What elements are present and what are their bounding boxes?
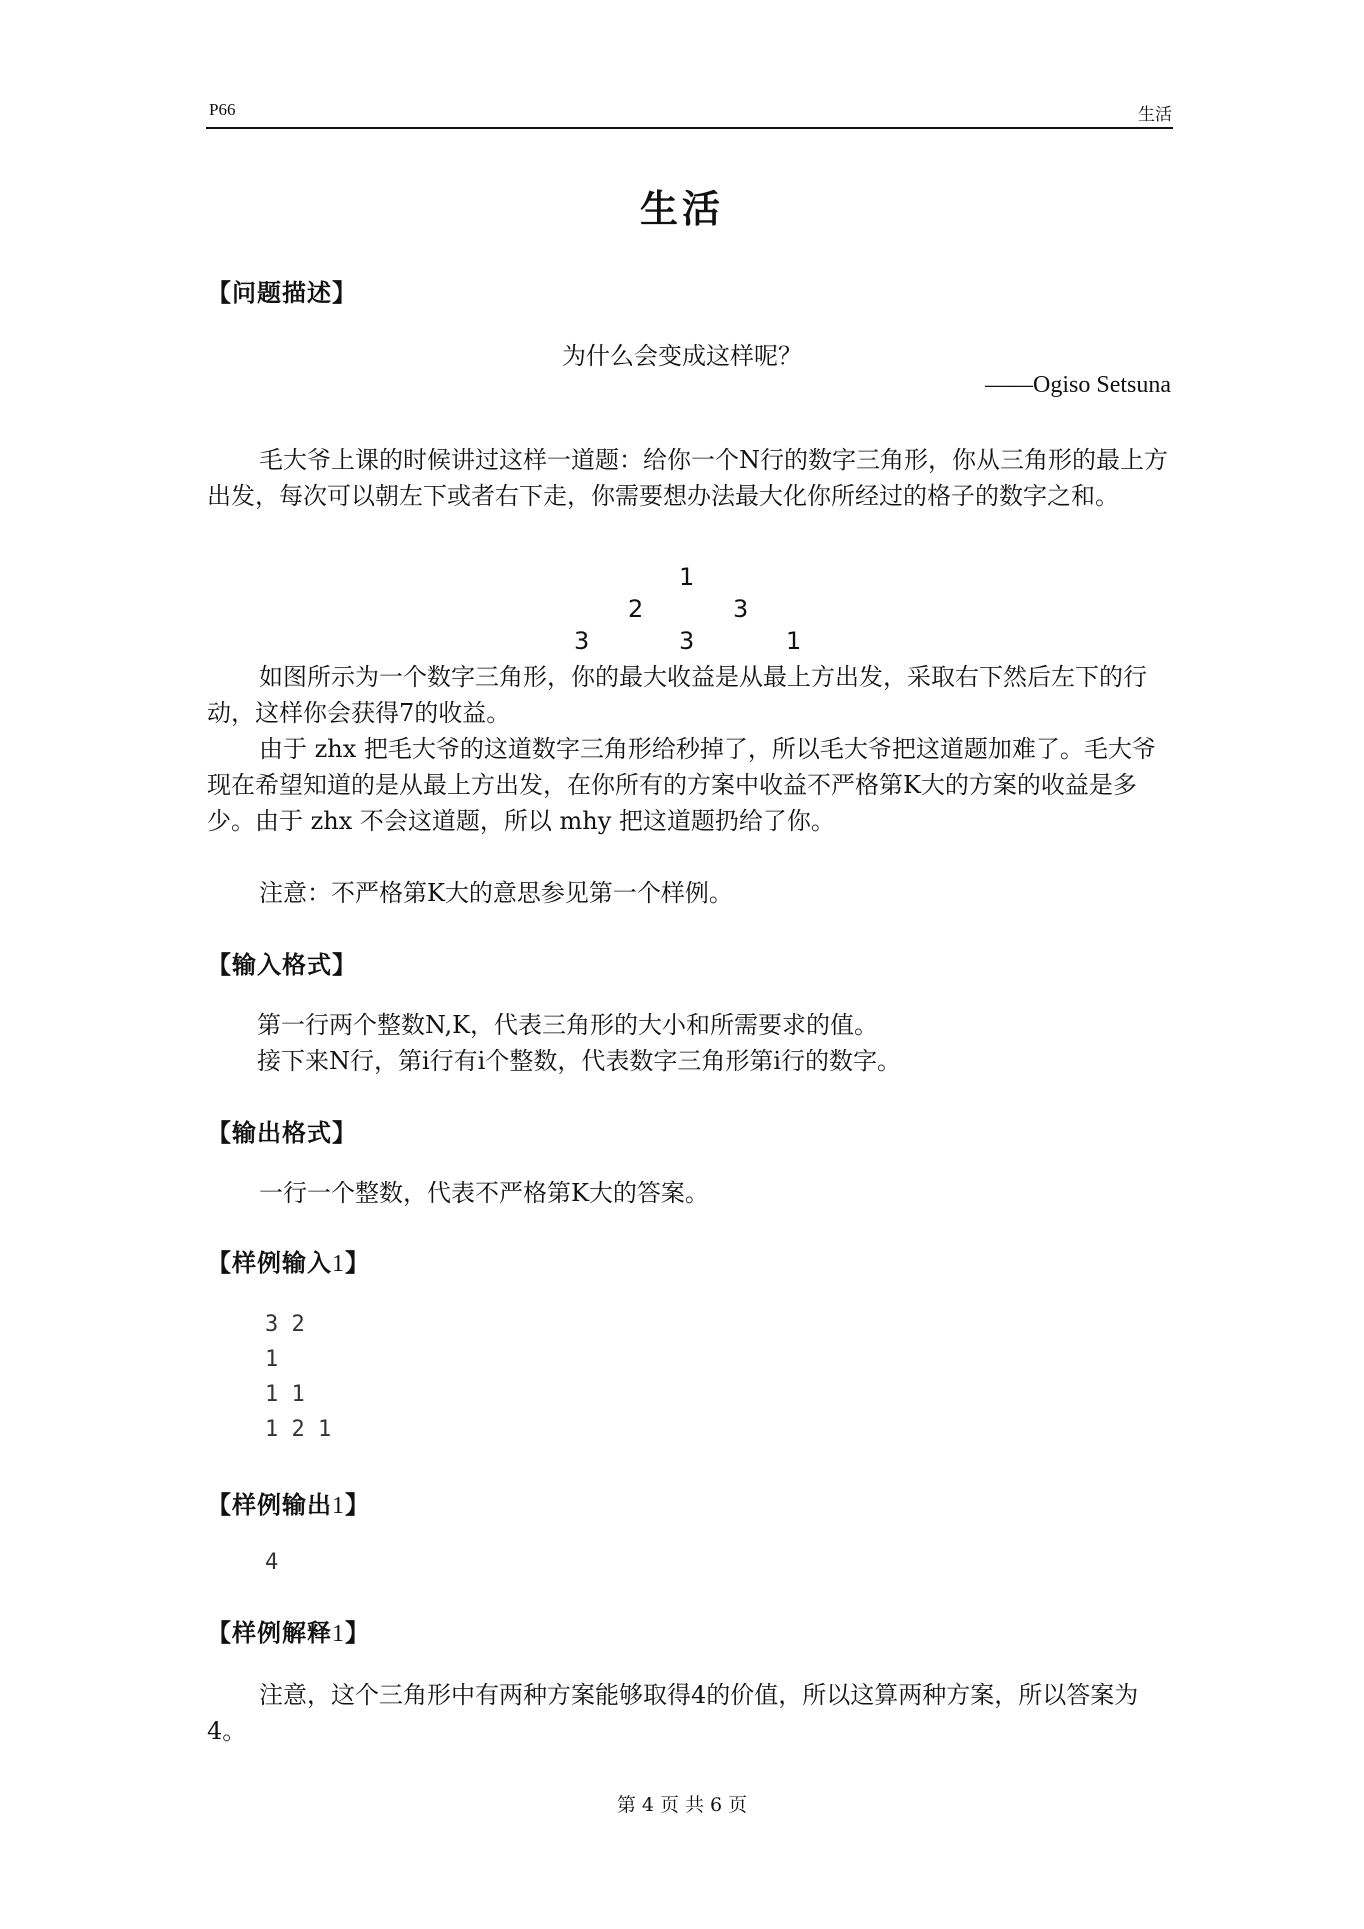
triangle-cell: 3 (679, 627, 695, 655)
section-sample-input-heading (207, 1243, 370, 1278)
sample-explanation-label: 【样例解释 (207, 1619, 332, 1647)
triangle-cell: 3 (574, 627, 590, 655)
sample-output-number: 1 (332, 1493, 345, 1519)
sample-input-label: 【样例输入 (207, 1249, 332, 1277)
epigraph-quote: 为什么会变成这样呢？ (562, 342, 802, 370)
section-sample-explanation-heading (207, 1613, 370, 1648)
sample-output-code: 4 (265, 1550, 279, 1575)
section-input-heading: 【输入格式】 (207, 951, 357, 979)
input-line-2: 接下来N行，第i行有i个整数，代表数字三角形第i行的数字。 (257, 1047, 902, 1075)
sample-output-label: 【样例输出 (207, 1491, 332, 1519)
sample-explanation-number: 1 (332, 1621, 345, 1647)
header-right: 生活 (1138, 105, 1172, 124)
sample-output-close: 】 (345, 1491, 370, 1519)
sample-explanation-text: 注意，这个三角形中有两种方案能够取得4的价值，所以这算两种方案，所以答案为4。 (207, 1681, 1139, 1745)
sample-input-code: 3 2 1 1 1 1 2 1 (265, 1312, 332, 1442)
triangle-cell: 1 (786, 627, 802, 655)
sample-explanation-close: 】 (345, 1619, 370, 1647)
page-title: 生活 (639, 187, 724, 231)
triangle-cell: 2 (628, 595, 644, 623)
header-rule (206, 127, 1173, 129)
problem-paragraph-3: 由于 zhx 把毛大爷的这道数字三角形给秒掉了，所以毛大爷把这道题加难了。毛大爷现在希望知道的是从最上方出发，在你所有的方案中收益不严格第K大的方案的收益是多少。由于 zhx 不会这道题，所以 mhy 把这道题扔给了你。 (207, 735, 1156, 835)
section-problem-heading: 【问题描述】 (207, 279, 357, 307)
sample-input-close: 】 (345, 1249, 370, 1277)
page-footer: 第 4 页 共 6 页 (616, 1794, 748, 1816)
sample-input-number: 1 (332, 1251, 345, 1277)
problem-paragraph-4: 注意：不严格第K大的意思参见第一个样例。 (259, 879, 733, 907)
header-left: P66 (209, 100, 236, 119)
problem-paragraph-2: 如图所示为一个数字三角形，你的最大收益是从最上方出发，采取右下然后左下的行动，这样你会获得7的收益。 (207, 663, 1147, 727)
output-line-1: 一行一个整数，代表不严格第K大的答案。 (259, 1179, 709, 1207)
input-line-1: 第一行两个整数N,K，代表三角形的大小和所需要求的值。 (257, 1011, 879, 1039)
triangle-cell: 1 (679, 563, 695, 591)
section-sample-output-heading (207, 1485, 370, 1520)
epigraph-attribution: ——Ogiso Setsuna (985, 372, 1171, 398)
problem-paragraph-1: 毛大爷上课的时候讲过这样一道题：给你一个N行的数字三角形，你从三角形的最上方出发，每次可以朝左下或者右下走，你需要想办法最大化你所经过的格子的数字之和。 (207, 446, 1168, 510)
section-output-heading: 【输出格式】 (207, 1119, 357, 1147)
triangle-cell: 3 (733, 595, 749, 623)
